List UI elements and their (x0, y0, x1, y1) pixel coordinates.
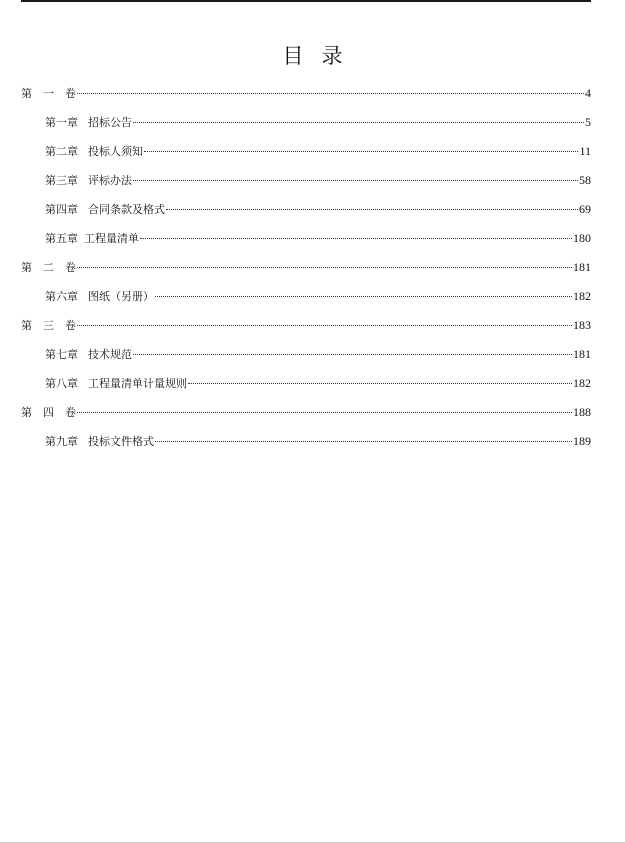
toc-entry-chapter-8[interactable] (45, 376, 591, 391)
toc-dot-leader (133, 180, 578, 181)
toc-chapter-title: 技术规范 (88, 348, 132, 361)
toc-chapter-title: 投标文件格式 (88, 435, 154, 448)
toc-volume-char: 第 (21, 406, 32, 419)
toc-chapter-label (45, 377, 187, 391)
toc-volume-label (21, 87, 76, 101)
toc-dot-leader (155, 441, 572, 442)
toc-chapter-label (45, 290, 154, 304)
toc-chapter-number: 第三章 (45, 174, 78, 187)
toc-entry-volume-4[interactable] (21, 405, 591, 420)
toc-volume-char: 第 (21, 261, 32, 274)
toc-chapter-title: 工程量清单计量规则 (88, 377, 187, 390)
toc-volume-char: 卷 (65, 406, 76, 419)
toc-chapter-title: 投标人须知 (88, 145, 143, 158)
toc-volume-label (21, 406, 76, 420)
toc-entry-volume-1[interactable] (21, 86, 591, 101)
toc-volume-char: 卷 (65, 261, 76, 274)
toc-dot-leader (140, 238, 572, 239)
toc-volume-char: 二 (43, 261, 54, 274)
toc-page-number: 183 (573, 318, 591, 332)
toc-entry-chapter-1[interactable] (45, 115, 591, 130)
toc-page-number: 11 (579, 144, 591, 158)
toc-chapter-label (45, 348, 132, 362)
toc-entry-chapter-9[interactable] (45, 434, 591, 449)
toc-page-number: 180 (573, 231, 591, 245)
toc-chapter-title: 合同条款及格式 (88, 203, 165, 216)
toc-entry-chapter-3[interactable] (45, 173, 591, 188)
toc-chapter-label (45, 203, 165, 217)
toc-chapter-label (45, 232, 139, 246)
toc-chapter-label (45, 116, 132, 130)
page-title-char: 目 (282, 44, 304, 68)
toc-chapter-number: 第九章 (45, 435, 78, 448)
toc-page-number: 182 (573, 376, 591, 390)
toc-dot-leader (155, 296, 572, 297)
toc-page-number: 188 (573, 405, 591, 419)
toc-dot-leader (166, 209, 578, 210)
toc-chapter-number: 第五章 (45, 232, 78, 245)
toc-dot-leader (144, 151, 578, 152)
toc-chapter-number: 第八章 (45, 377, 78, 390)
toc-chapter-number: 第六章 (45, 290, 78, 303)
toc-volume-char: 第 (21, 319, 32, 332)
toc-dot-leader (133, 122, 584, 123)
page-title-char: 录 (321, 44, 343, 68)
page-title (0, 40, 625, 70)
toc-page-number: 181 (573, 347, 591, 361)
toc-entry-chapter-7[interactable] (45, 347, 591, 362)
toc-volume-char: 第 (21, 87, 32, 100)
toc-entry-chapter-2[interactable] (45, 144, 591, 159)
toc-page-number: 4 (585, 86, 591, 100)
toc-dot-leader (188, 383, 572, 384)
toc-volume-char: 卷 (65, 319, 76, 332)
toc-dot-leader (77, 93, 584, 94)
toc-volume-char: 三 (43, 319, 54, 332)
toc-page-number: 182 (573, 289, 591, 303)
toc-dot-leader (77, 325, 572, 326)
toc-chapter-number: 第七章 (45, 348, 78, 361)
toc-entry-chapter-5[interactable] (45, 231, 591, 246)
toc-dot-leader (77, 267, 572, 268)
toc-volume-char: 四 (43, 406, 54, 419)
toc-page-number: 69 (579, 202, 591, 216)
toc-chapter-label (45, 174, 132, 188)
header-rule (21, 0, 591, 2)
toc-volume-label (21, 261, 76, 275)
toc-chapter-title: 招标公告 (88, 116, 132, 129)
toc-page-number: 58 (579, 173, 591, 187)
toc-volume-char: 卷 (65, 87, 76, 100)
toc-volume-label (21, 319, 76, 333)
toc-chapter-title: 工程量清单 (84, 232, 139, 245)
toc-entry-chapter-4[interactable] (45, 202, 591, 217)
toc-page-number: 189 (573, 434, 591, 448)
toc-volume-char: 一 (43, 87, 54, 100)
toc-dot-leader (133, 354, 572, 355)
toc-chapter-title: 评标办法 (88, 174, 132, 187)
toc-entry-chapter-6[interactable] (45, 289, 591, 304)
toc-chapter-number: 第四章 (45, 203, 78, 216)
toc-chapter-label (45, 145, 143, 159)
toc-chapter-label (45, 435, 154, 449)
toc-chapter-number: 第一章 (45, 116, 78, 129)
toc-chapter-number: 第二章 (45, 145, 78, 158)
toc-page-number: 181 (573, 260, 591, 274)
toc-entry-volume-2[interactable] (21, 260, 591, 275)
toc-dot-leader (77, 412, 572, 413)
toc-chapter-title: 图纸（另册） (88, 290, 154, 303)
toc-page-number: 5 (585, 115, 591, 129)
toc-entry-volume-3[interactable] (21, 318, 591, 333)
